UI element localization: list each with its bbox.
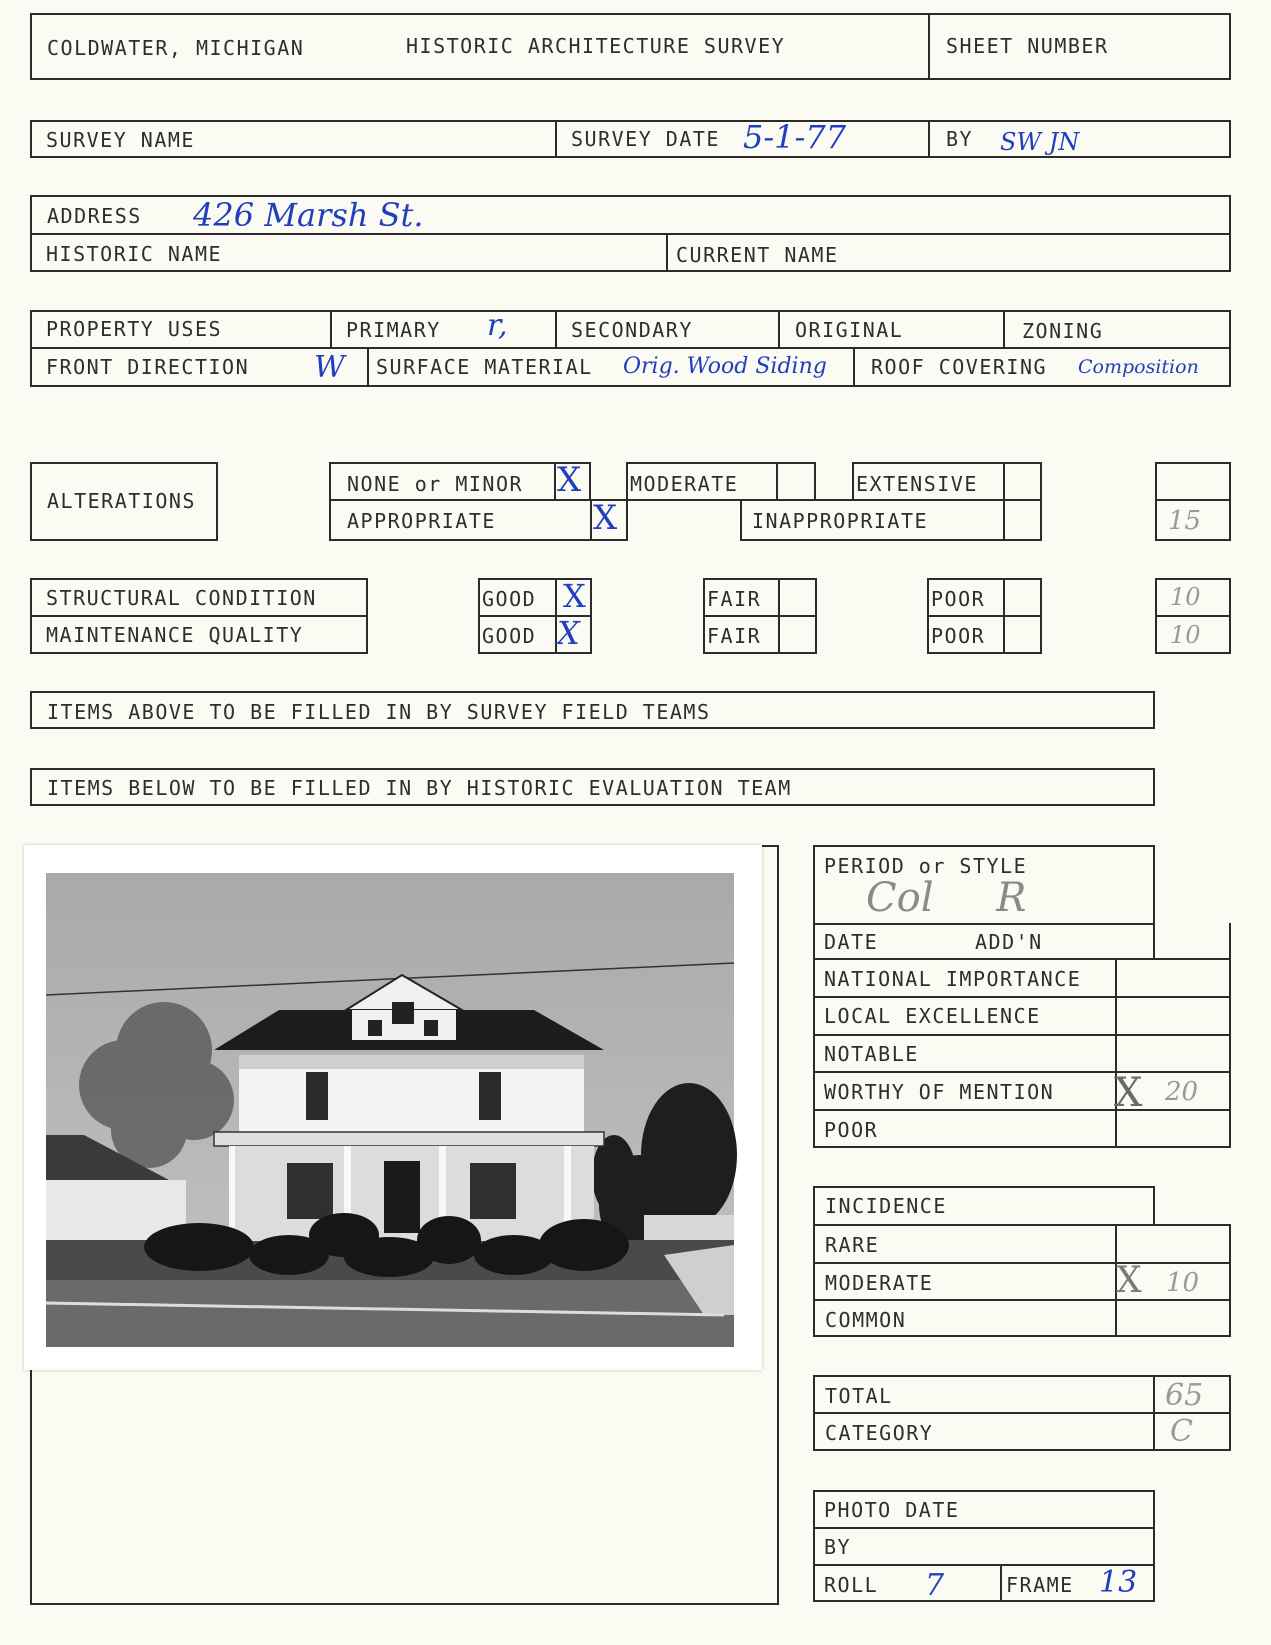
original-label: ORIGINAL (795, 318, 904, 342)
extensive-label: EXTENSIVE (856, 472, 978, 496)
roll-label: ROLL (824, 1573, 879, 1597)
notes-below: ITEMS BELOW TO BE FILLED IN BY HISTORIC EVALUATION TEAM (47, 776, 792, 800)
appropriate-check[interactable]: X (593, 498, 618, 538)
incidence-moderate-check[interactable]: X (1116, 1260, 1142, 1301)
maintenance-good-check[interactable]: X (557, 614, 580, 652)
alterations-score: 15 (1168, 506, 1202, 536)
incidence-moderate-score: 10 (1166, 1268, 1200, 1298)
worthy-score: 20 (1165, 1077, 1199, 1107)
structural-good-check[interactable]: X (563, 577, 586, 615)
maintenance-quality-label: MAINTENANCE QUALITY (46, 623, 304, 647)
survey-by-label: BY (946, 127, 974, 151)
maintenance-score: 10 (1170, 621, 1201, 649)
surface-material-value[interactable]: Orig. Wood Siding (623, 354, 827, 379)
date-label: DATE (824, 930, 879, 954)
roll-value[interactable]: 7 (925, 1568, 945, 1603)
structural-good-label: GOOD (482, 587, 537, 611)
period-label: PERIOD or STYLE (824, 854, 1028, 878)
address-value[interactable]: 426 Marsh St. (193, 196, 424, 234)
worthy-check[interactable]: X (1114, 1070, 1143, 1116)
addn-label: ADD'N (975, 930, 1043, 954)
current-name-label: CURRENT NAME (676, 243, 839, 267)
category-value: C (1170, 1414, 1193, 1449)
historic-name-label: HISTORIC NAME (46, 242, 223, 266)
national-importance-label: NATIONAL IMPORTANCE (824, 967, 1082, 991)
front-direction-value[interactable]: W (314, 350, 345, 385)
secondary-label: SECONDARY (571, 318, 693, 342)
survey-by-value[interactable]: SW JN (1000, 128, 1080, 156)
house-photo-image (24, 845, 762, 1370)
survey-date-value[interactable]: 5-1-77 (743, 118, 847, 156)
property-uses-label: PROPERTY USES (46, 317, 223, 341)
primary-value[interactable]: r, (487, 308, 508, 343)
house-photograph (24, 845, 762, 1370)
maintenance-fair-label: FAIR (707, 624, 762, 648)
survey-date-label: SURVEY DATE (571, 127, 720, 151)
period-value: Col R (866, 875, 1027, 921)
structural-fair-label: FAIR (707, 587, 762, 611)
local-excellence-label: LOCAL EXCELLENCE (824, 1004, 1041, 1028)
sheet-number-label: SHEET NUMBER (946, 34, 1109, 58)
inappropriate-label: INAPPROPRIATE (752, 509, 929, 533)
common-label: COMMON (825, 1308, 907, 1332)
form-title: HISTORIC ARCHITECTURE SURVEY (406, 34, 786, 58)
structural-condition-label: STRUCTURAL CONDITION (46, 586, 317, 610)
moderate-label: MODERATE (630, 472, 739, 496)
notes-above: ITEMS ABOVE TO BE FILLED IN BY SURVEY FIELD TEAMS (47, 700, 711, 724)
maintenance-poor-label: POOR (931, 624, 986, 648)
front-direction-label: FRONT DIRECTION (46, 355, 250, 379)
incidence-label: INCIDENCE (825, 1194, 947, 1218)
structural-score: 10 (1170, 583, 1201, 611)
frame-label: FRAME (1006, 1573, 1074, 1597)
roof-covering-label: ROOF COVERING (871, 355, 1048, 379)
frame-value[interactable]: 13 (1099, 1565, 1138, 1600)
maintenance-good-label: GOOD (482, 624, 537, 648)
none-minor-check[interactable]: X (557, 460, 582, 500)
total-label: TOTAL (825, 1384, 893, 1408)
worthy-of-mention-label: WORTHY OF MENTION (824, 1080, 1055, 1104)
photo-date-label: PHOTO DATE (824, 1498, 960, 1522)
photo-by-label: BY (824, 1535, 852, 1559)
none-minor-label: NONE or MINOR (347, 472, 524, 496)
roof-covering-value[interactable]: Composition (1078, 356, 1199, 378)
eval-poor-label: POOR (824, 1118, 879, 1142)
appropriate-label: APPROPRIATE (347, 509, 496, 533)
zoning-label: ZONING (1022, 319, 1104, 343)
surface-material-label: SURFACE MATERIAL (376, 355, 593, 379)
rare-label: RARE (825, 1233, 880, 1257)
total-value: 65 (1165, 1378, 1204, 1413)
primary-label: PRIMARY (346, 318, 441, 342)
structural-poor-label: POOR (931, 587, 986, 611)
alterations-label: ALTERATIONS (47, 489, 196, 513)
notable-label: NOTABLE (824, 1042, 919, 1066)
category-label: CATEGORY (825, 1421, 934, 1445)
city-label: COLDWATER, MICHIGAN (47, 36, 305, 60)
address-label: ADDRESS (47, 204, 142, 228)
incidence-moderate-label: MODERATE (825, 1271, 934, 1295)
survey-name-label: SURVEY NAME (46, 128, 195, 152)
